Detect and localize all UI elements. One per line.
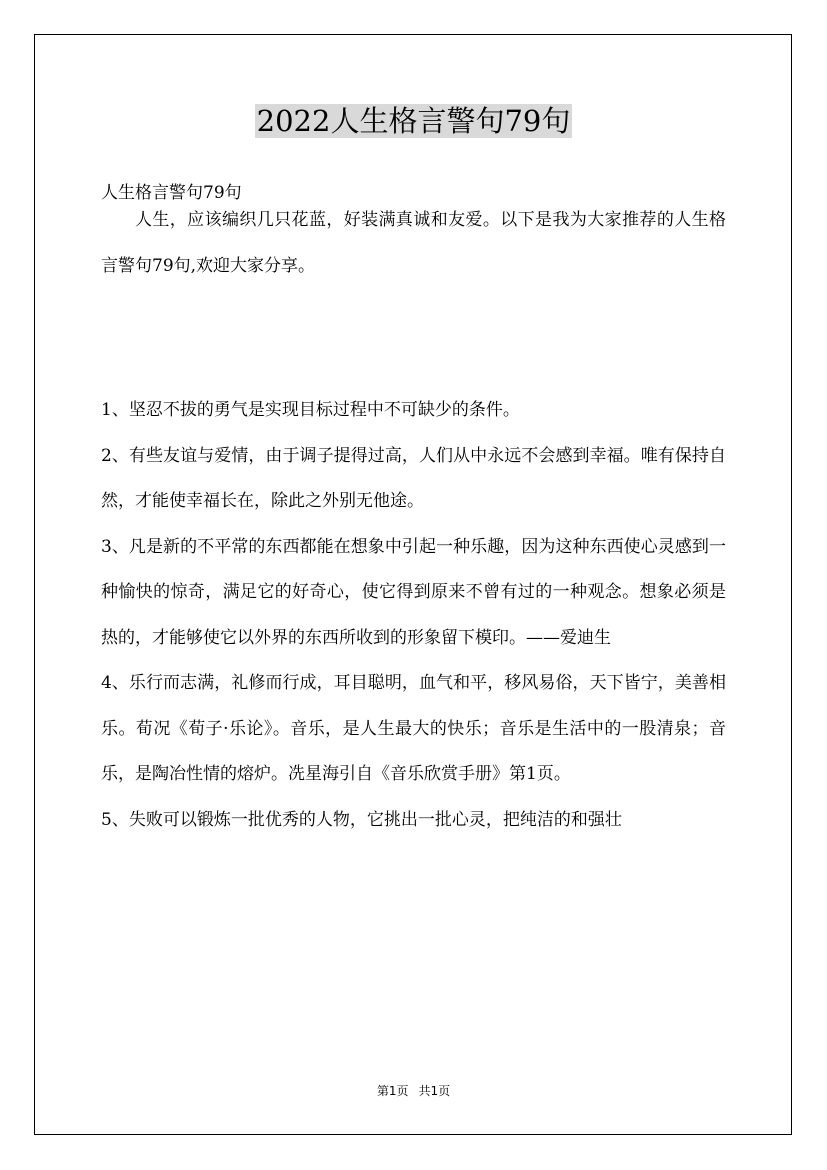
quote-item-1: 1、坚忍不拔的勇气是实现目标过程中不可缺少的条件。: [101, 400, 520, 420]
document-title-text: 2022人生格言警句79句: [256, 104, 571, 138]
document-subtitle: 人生格言警句79句: [101, 183, 242, 203]
quote-item-2: 2、有些友谊与爱情，由于调子提得过高，人们从中永远不会感到幸福。唯有保持自然，才能使幸福长在，除此之外别无他途。: [101, 445, 726, 511]
intro-paragraph: [101, 198, 726, 289]
quote-list: [101, 388, 726, 843]
document-title: [0, 98, 827, 144]
page-number: 第1页: [376, 1084, 409, 1098]
quote-item-4: 4、乐行而志满，礼修而行成，耳目聪明，血气和平，移风易俗，天下皆宁，美善相乐。荀况《荀子·乐论》。音乐，是人生最大的快乐；音乐是生活中的一股清泉；音乐，是陶冶性情的熔炉。冼星海引自《音乐欣赏手册》第1页。: [101, 673, 726, 784]
page-total: 共1页: [418, 1084, 451, 1098]
intro-text: 人生，应该编织几只花蓝，好装满真诚和友爱。以下是我为大家推荐的人生格言警句79句,欢迎大家分享。: [101, 210, 726, 276]
page-footer: [0, 1082, 827, 1099]
quote-item-3: 3、凡是新的不平常的东西都能在想象中引起一种乐趣，因为这种东西使心灵感到一种愉快的惊奇，满足它的好奇心，使它得到原来不曾有过的一种观念。想象必须是热的，才能够使它以外界的东西所收到的形象留下模印。——爱迪生: [101, 536, 726, 648]
quote-item-5: 5、失败可以锻炼一批优秀的人物，它挑出一批心灵，把纯洁的和强壮: [101, 809, 622, 830]
